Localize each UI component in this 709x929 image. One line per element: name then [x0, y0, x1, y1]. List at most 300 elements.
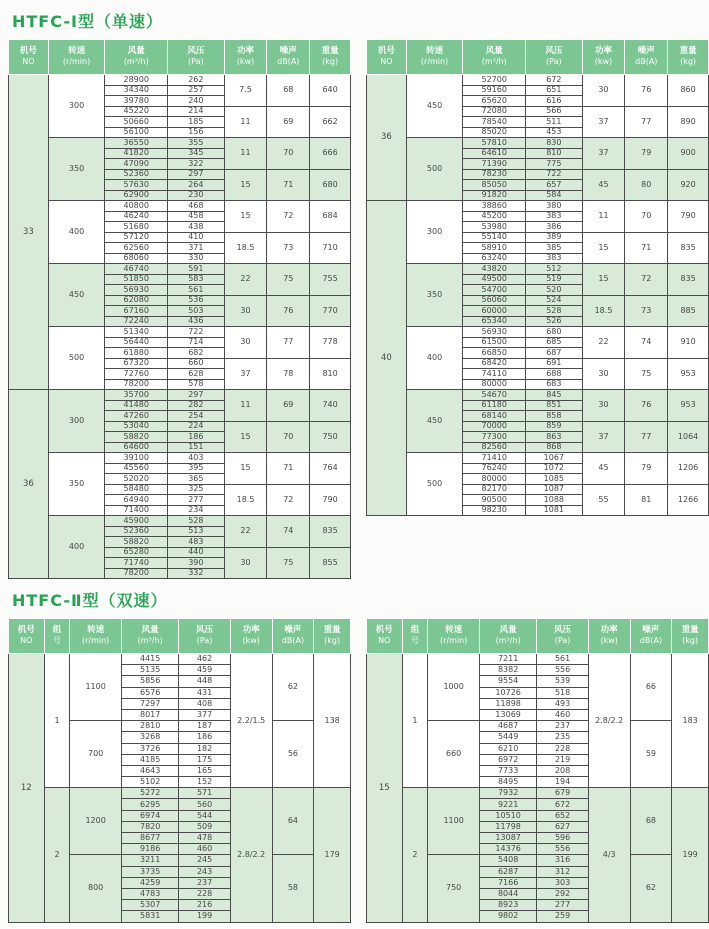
pressure-cell: 228: [537, 743, 588, 754]
group-no-cell: 2: [44, 788, 70, 922]
flow-cell: 78540: [463, 117, 526, 128]
flow-cell: 51680: [105, 222, 168, 233]
flow-cell: 47260: [105, 411, 168, 422]
pressure-cell: 303: [537, 877, 588, 888]
pressure-cell: 528: [526, 306, 583, 317]
flow-cell: 46740: [105, 264, 168, 275]
pressure-cell: 556: [537, 665, 588, 676]
flow-cell: 76240: [463, 463, 526, 474]
pressure-cell: 524: [526, 295, 583, 306]
rpm-cell: 300: [406, 201, 463, 264]
pressure-cell: 596: [537, 833, 588, 844]
pressure-cell: 403: [168, 453, 225, 464]
flow-cell: 5272: [121, 788, 178, 799]
flow-cell: 10726: [479, 687, 536, 698]
weight-cell: 953: [668, 358, 709, 390]
pressure-cell: 185: [168, 117, 225, 128]
rpm-cell: 450: [48, 264, 105, 327]
flow-cell: 52020: [105, 474, 168, 485]
weight-cell: 790: [668, 201, 709, 233]
pressure-cell: 175: [179, 754, 230, 765]
column-header: 重量 (kg): [310, 40, 351, 75]
weight-cell: 138: [314, 654, 351, 788]
pressure-cell: 156: [168, 127, 225, 138]
weight-cell: 885: [668, 295, 709, 327]
pressure-cell: 277: [168, 495, 225, 506]
rpm-cell: 400: [48, 201, 105, 264]
flow-cell: 71410: [463, 453, 526, 464]
section-title-double-speed: HTFC-Ⅱ型（双速）: [12, 591, 168, 610]
pressure-cell: 383: [526, 253, 583, 264]
flow-cell: 28900: [105, 75, 168, 86]
pressure-cell: 182: [179, 743, 230, 754]
flow-cell: 64610: [463, 148, 526, 159]
pressure-cell: 683: [526, 379, 583, 390]
pressure-cell: 436: [168, 316, 225, 327]
flow-cell: 56100: [105, 127, 168, 138]
pressure-cell: 219: [537, 754, 588, 765]
pressure-cell: 679: [537, 788, 588, 799]
machine-no-cell: 12: [9, 654, 45, 923]
pressure-cell: 722: [168, 327, 225, 338]
pressure-cell: 578: [168, 379, 225, 390]
single-speed-table-left: [8, 39, 351, 579]
noise-cell: 76: [267, 295, 310, 327]
power-cell: 30: [224, 327, 267, 359]
rpm-cell: 660: [428, 721, 480, 788]
flow-cell: 5449: [479, 732, 536, 743]
noise-cell: 76: [625, 390, 668, 422]
pressure-cell: 264: [168, 180, 225, 191]
flow-cell: 78200: [105, 568, 168, 579]
flow-cell: 71400: [105, 505, 168, 516]
flow-cell: 35700: [105, 390, 168, 401]
pressure-cell: 513: [168, 526, 225, 537]
pressure-cell: 539: [537, 676, 588, 687]
flow-cell: 80000: [463, 379, 526, 390]
flow-cell: 57630: [105, 180, 168, 191]
column-header: 风量 (m³/h): [121, 619, 178, 654]
flow-cell: 56930: [105, 285, 168, 296]
pressure-cell: 365: [168, 474, 225, 485]
pressure-cell: 389: [526, 232, 583, 243]
flow-cell: 82560: [463, 442, 526, 453]
weight-cell: 684: [310, 201, 351, 233]
flow-cell: 91820: [463, 190, 526, 201]
power-cell: 18.5: [224, 484, 267, 516]
pressure-cell: 830: [526, 138, 583, 149]
weight-cell: 662: [310, 106, 351, 138]
double-speed-tables-row: [8, 618, 709, 923]
pressure-cell: 556: [537, 844, 588, 855]
pressure-cell: 657: [526, 180, 583, 191]
power-cell: 30: [582, 358, 625, 390]
flow-cell: 74110: [463, 369, 526, 380]
rpm-cell: 1200: [70, 788, 122, 855]
noise-cell: 68: [267, 75, 310, 107]
pressure-cell: 395: [168, 463, 225, 474]
double-speed-table-left: [8, 618, 351, 923]
column-header: 风量 (m³/h): [105, 40, 168, 75]
machine-no-cell: 33: [9, 75, 49, 390]
group-no-cell: 2: [402, 788, 428, 922]
pressure-cell: 691: [526, 358, 583, 369]
flow-cell: 7211: [479, 654, 536, 665]
flow-cell: 8677: [121, 833, 178, 844]
flow-cell: 8382: [479, 665, 536, 676]
noise-cell: 56: [272, 721, 314, 788]
flow-cell: 72760: [105, 369, 168, 380]
column-header: 功率 (kw): [224, 40, 267, 75]
pressure-cell: 858: [526, 411, 583, 422]
group-no-cell: 1: [44, 654, 70, 788]
flow-cell: 7820: [121, 821, 178, 832]
pressure-cell: 544: [179, 810, 230, 821]
pressure-cell: 672: [526, 75, 583, 86]
flow-cell: 55140: [463, 232, 526, 243]
pressure-cell: 560: [179, 799, 230, 810]
rpm-cell: 1100: [428, 788, 480, 855]
flow-cell: 65340: [463, 316, 526, 327]
weight-cell: 835: [310, 516, 351, 548]
power-cell: 15: [224, 453, 267, 485]
pressure-cell: 571: [179, 788, 230, 799]
pressure-cell: 561: [168, 285, 225, 296]
weight-cell: 890: [668, 106, 709, 138]
flow-cell: 82170: [463, 484, 526, 495]
power-cell: 15: [224, 421, 267, 453]
flow-cell: 8495: [479, 777, 536, 788]
flow-cell: 57810: [463, 138, 526, 149]
power-cell: 18.5: [582, 295, 625, 327]
column-header: 功率 (kw): [582, 40, 625, 75]
flow-cell: 62080: [105, 295, 168, 306]
power-cell: 4/3: [588, 788, 630, 922]
column-header: 机号 NO: [9, 40, 49, 75]
pressure-cell: 386: [526, 222, 583, 233]
pressure-cell: 165: [179, 765, 230, 776]
power-cell: 55: [582, 484, 625, 516]
noise-cell: 77: [267, 327, 310, 359]
flow-cell: 43820: [463, 264, 526, 275]
column-header: 噪声 dB(A): [267, 40, 310, 75]
flow-cell: 56060: [463, 295, 526, 306]
double-speed-table-right: [366, 618, 709, 923]
flow-cell: 52700: [463, 75, 526, 86]
column-header: 功率 (kw): [588, 619, 630, 654]
pressure-cell: 257: [168, 85, 225, 96]
flow-cell: 41480: [105, 400, 168, 411]
power-cell: 22: [224, 264, 267, 296]
flow-cell: 8923: [479, 900, 536, 911]
pressure-cell: 431: [179, 687, 230, 698]
flow-cell: 72240: [105, 316, 168, 327]
noise-cell: 74: [267, 516, 310, 548]
flow-cell: 90500: [463, 495, 526, 506]
weight-cell: 1064: [668, 421, 709, 453]
power-cell: 37: [224, 358, 267, 390]
flow-cell: 5831: [121, 911, 178, 922]
weight-cell: 920: [668, 169, 709, 201]
pressure-cell: 228: [179, 888, 230, 899]
pressure-cell: 628: [168, 369, 225, 380]
weight-cell: 900: [668, 138, 709, 170]
pressure-cell: 566: [526, 106, 583, 117]
power-cell: 22: [582, 327, 625, 359]
pressure-cell: 627: [537, 821, 588, 832]
noise-cell: 58: [272, 855, 314, 922]
rpm-cell: 1000: [428, 654, 480, 721]
noise-cell: 62: [630, 855, 672, 922]
pressure-cell: 194: [537, 777, 588, 788]
pressure-cell: 468: [168, 201, 225, 212]
pressure-cell: 199: [179, 911, 230, 922]
pressure-cell: 152: [179, 777, 230, 788]
pressure-cell: 1067: [526, 453, 583, 464]
weight-cell: 666: [310, 138, 351, 170]
weight-cell: 778: [310, 327, 351, 359]
pressure-cell: 385: [526, 243, 583, 254]
pressure-cell: 282: [168, 400, 225, 411]
flow-cell: 78230: [463, 169, 526, 180]
pressure-cell: 292: [537, 888, 588, 899]
rpm-cell: 1100: [70, 654, 122, 721]
noise-cell: 78: [267, 358, 310, 390]
power-cell: 30: [582, 75, 625, 107]
column-header: 组 号: [402, 619, 428, 654]
pressure-cell: 208: [537, 765, 588, 776]
weight-cell: 199: [672, 788, 709, 922]
pressure-cell: 616: [526, 96, 583, 107]
pressure-cell: 216: [179, 900, 230, 911]
pressure-cell: 254: [168, 411, 225, 422]
noise-cell: 80: [625, 169, 668, 201]
column-header: 功率 (kw): [230, 619, 272, 654]
noise-cell: 77: [625, 106, 668, 138]
column-header: 风压 (Pa): [526, 40, 583, 75]
flow-cell: 54700: [463, 285, 526, 296]
pressure-cell: 680: [526, 327, 583, 338]
weight-cell: 740: [310, 390, 351, 422]
rpm-cell: 450: [406, 390, 463, 453]
flow-cell: 68060: [105, 253, 168, 264]
flow-cell: 61500: [463, 337, 526, 348]
noise-cell: 69: [267, 390, 310, 422]
flow-cell: 56440: [105, 337, 168, 348]
flow-cell: 80000: [463, 474, 526, 485]
flow-cell: 56930: [463, 327, 526, 338]
machine-no-cell: 15: [367, 654, 403, 923]
pressure-cell: 859: [526, 421, 583, 432]
flow-cell: 9221: [479, 799, 536, 810]
power-cell: 2.2/1.5: [230, 654, 272, 788]
pressure-cell: 1072: [526, 463, 583, 474]
noise-cell: 72: [625, 264, 668, 296]
weight-cell: 835: [668, 264, 709, 296]
noise-cell: 68: [630, 788, 672, 855]
flow-cell: 13069: [479, 709, 536, 720]
pressure-cell: 584: [526, 190, 583, 201]
power-cell: 15: [582, 232, 625, 264]
weight-cell: 770: [310, 295, 351, 327]
flow-cell: 63240: [463, 253, 526, 264]
column-header: 重量 (kg): [314, 619, 351, 654]
flow-cell: 9186: [121, 844, 178, 855]
flow-cell: 65620: [463, 96, 526, 107]
weight-cell: 855: [310, 547, 351, 579]
pressure-cell: 237: [179, 877, 230, 888]
pressure-cell: 214: [168, 106, 225, 117]
pressure-cell: 536: [168, 295, 225, 306]
pressure-cell: 259: [537, 911, 588, 922]
pressure-cell: 503: [168, 306, 225, 317]
weight-cell: 910: [668, 327, 709, 359]
flow-cell: 6972: [479, 754, 536, 765]
flow-cell: 65280: [105, 547, 168, 558]
flow-cell: 4185: [121, 754, 178, 765]
weight-cell: 680: [310, 169, 351, 201]
flow-cell: 6295: [121, 799, 178, 810]
flow-cell: 58480: [105, 484, 168, 495]
pressure-cell: 687: [526, 348, 583, 359]
power-cell: 15: [224, 169, 267, 201]
pressure-cell: 685: [526, 337, 583, 348]
flow-cell: 3268: [121, 732, 178, 743]
pressure-cell: 651: [526, 85, 583, 96]
column-header: 机号 NO: [9, 619, 45, 654]
column-header: 转速 (r/min): [406, 40, 463, 75]
pressure-cell: 377: [179, 709, 230, 720]
pressure-cell: 332: [168, 568, 225, 579]
power-cell: 11: [582, 201, 625, 233]
pressure-cell: 688: [526, 369, 583, 380]
column-header: 噪声 dB(A): [625, 40, 668, 75]
pressure-cell: 722: [526, 169, 583, 180]
flow-cell: 62900: [105, 190, 168, 201]
single-speed-spec-table: [8, 39, 351, 579]
flow-cell: 68140: [463, 411, 526, 422]
flow-cell: 3211: [121, 855, 178, 866]
pressure-cell: 775: [526, 159, 583, 170]
pressure-cell: 380: [526, 201, 583, 212]
pressure-cell: 462: [179, 654, 230, 665]
power-cell: 11: [224, 138, 267, 170]
weight-cell: 710: [310, 232, 351, 264]
flow-cell: 51850: [105, 274, 168, 285]
pressure-cell: 224: [168, 421, 225, 432]
flow-cell: 10510: [479, 810, 536, 821]
power-cell: 15: [582, 264, 625, 296]
flow-cell: 49500: [463, 274, 526, 285]
pressure-cell: 410: [168, 232, 225, 243]
pressure-cell: 297: [168, 390, 225, 401]
flow-cell: 53980: [463, 222, 526, 233]
weight-cell: 953: [668, 390, 709, 422]
weight-cell: 835: [668, 232, 709, 264]
noise-cell: 73: [267, 232, 310, 264]
noise-cell: 62: [272, 654, 314, 721]
noise-cell: 72: [267, 201, 310, 233]
flow-cell: 4643: [121, 765, 178, 776]
flow-cell: 72080: [463, 106, 526, 117]
flow-cell: 54670: [463, 390, 526, 401]
pressure-cell: 240: [168, 96, 225, 107]
pressure-cell: 408: [179, 698, 230, 709]
pressure-cell: 660: [168, 358, 225, 369]
flow-cell: 5135: [121, 665, 178, 676]
rpm-cell: 700: [70, 721, 122, 788]
noise-cell: 77: [625, 421, 668, 453]
rpm-cell: 350: [48, 138, 105, 201]
pressure-cell: 561: [537, 654, 588, 665]
weight-cell: 1266: [668, 484, 709, 516]
flow-cell: 45900: [105, 516, 168, 527]
noise-cell: 74: [625, 327, 668, 359]
single-speed-tables-row: [8, 39, 709, 579]
pressure-cell: 868: [526, 442, 583, 453]
flow-cell: 71740: [105, 558, 168, 569]
column-header: 机号 NO: [367, 619, 403, 654]
noise-cell: 71: [625, 232, 668, 264]
weight-cell: 750: [310, 421, 351, 453]
column-header: 风量 (m³/h): [463, 40, 526, 75]
flow-cell: 98230: [463, 505, 526, 516]
pressure-cell: 493: [537, 698, 588, 709]
flow-cell: 34340: [105, 85, 168, 96]
single-speed-table-right: [366, 39, 709, 516]
power-cell: 37: [582, 421, 625, 453]
flow-cell: 45200: [463, 211, 526, 222]
pressure-cell: 460: [179, 844, 230, 855]
flow-cell: 67160: [105, 306, 168, 317]
flow-cell: 64600: [105, 442, 168, 453]
flow-cell: 64940: [105, 495, 168, 506]
power-cell: 30: [224, 547, 267, 579]
noise-cell: 71: [267, 453, 310, 485]
noise-cell: 59: [630, 721, 672, 788]
pressure-cell: 234: [168, 505, 225, 516]
column-header: 转速 (r/min): [428, 619, 480, 654]
weight-cell: 764: [310, 453, 351, 485]
noise-cell: 72: [267, 484, 310, 516]
weight-cell: 790: [310, 484, 351, 516]
noise-cell: 70: [267, 421, 310, 453]
flow-cell: 3726: [121, 743, 178, 754]
noise-cell: 66: [630, 654, 672, 721]
pressure-cell: 526: [526, 316, 583, 327]
section-title-single-speed: HTFC-Ⅰ型（单速）: [12, 12, 163, 31]
column-header: 噪声 dB(A): [630, 619, 672, 654]
power-cell: 7.5: [224, 75, 267, 107]
pressure-cell: 316: [537, 855, 588, 866]
flow-cell: 4687: [479, 721, 536, 732]
weight-cell: 860: [668, 75, 709, 107]
flow-cell: 2810: [121, 721, 178, 732]
flow-cell: 7297: [121, 698, 178, 709]
power-cell: 37: [582, 138, 625, 170]
pressure-cell: 235: [537, 732, 588, 743]
power-cell: 37: [582, 106, 625, 138]
flow-cell: 3735: [121, 866, 178, 877]
weight-cell: 1206: [668, 453, 709, 485]
pressure-cell: 845: [526, 390, 583, 401]
flow-cell: 53040: [105, 421, 168, 432]
noise-cell: 81: [625, 484, 668, 516]
pressure-cell: 187: [179, 721, 230, 732]
flow-cell: 7932: [479, 788, 536, 799]
power-cell: 22: [224, 516, 267, 548]
pressure-cell: 682: [168, 348, 225, 359]
